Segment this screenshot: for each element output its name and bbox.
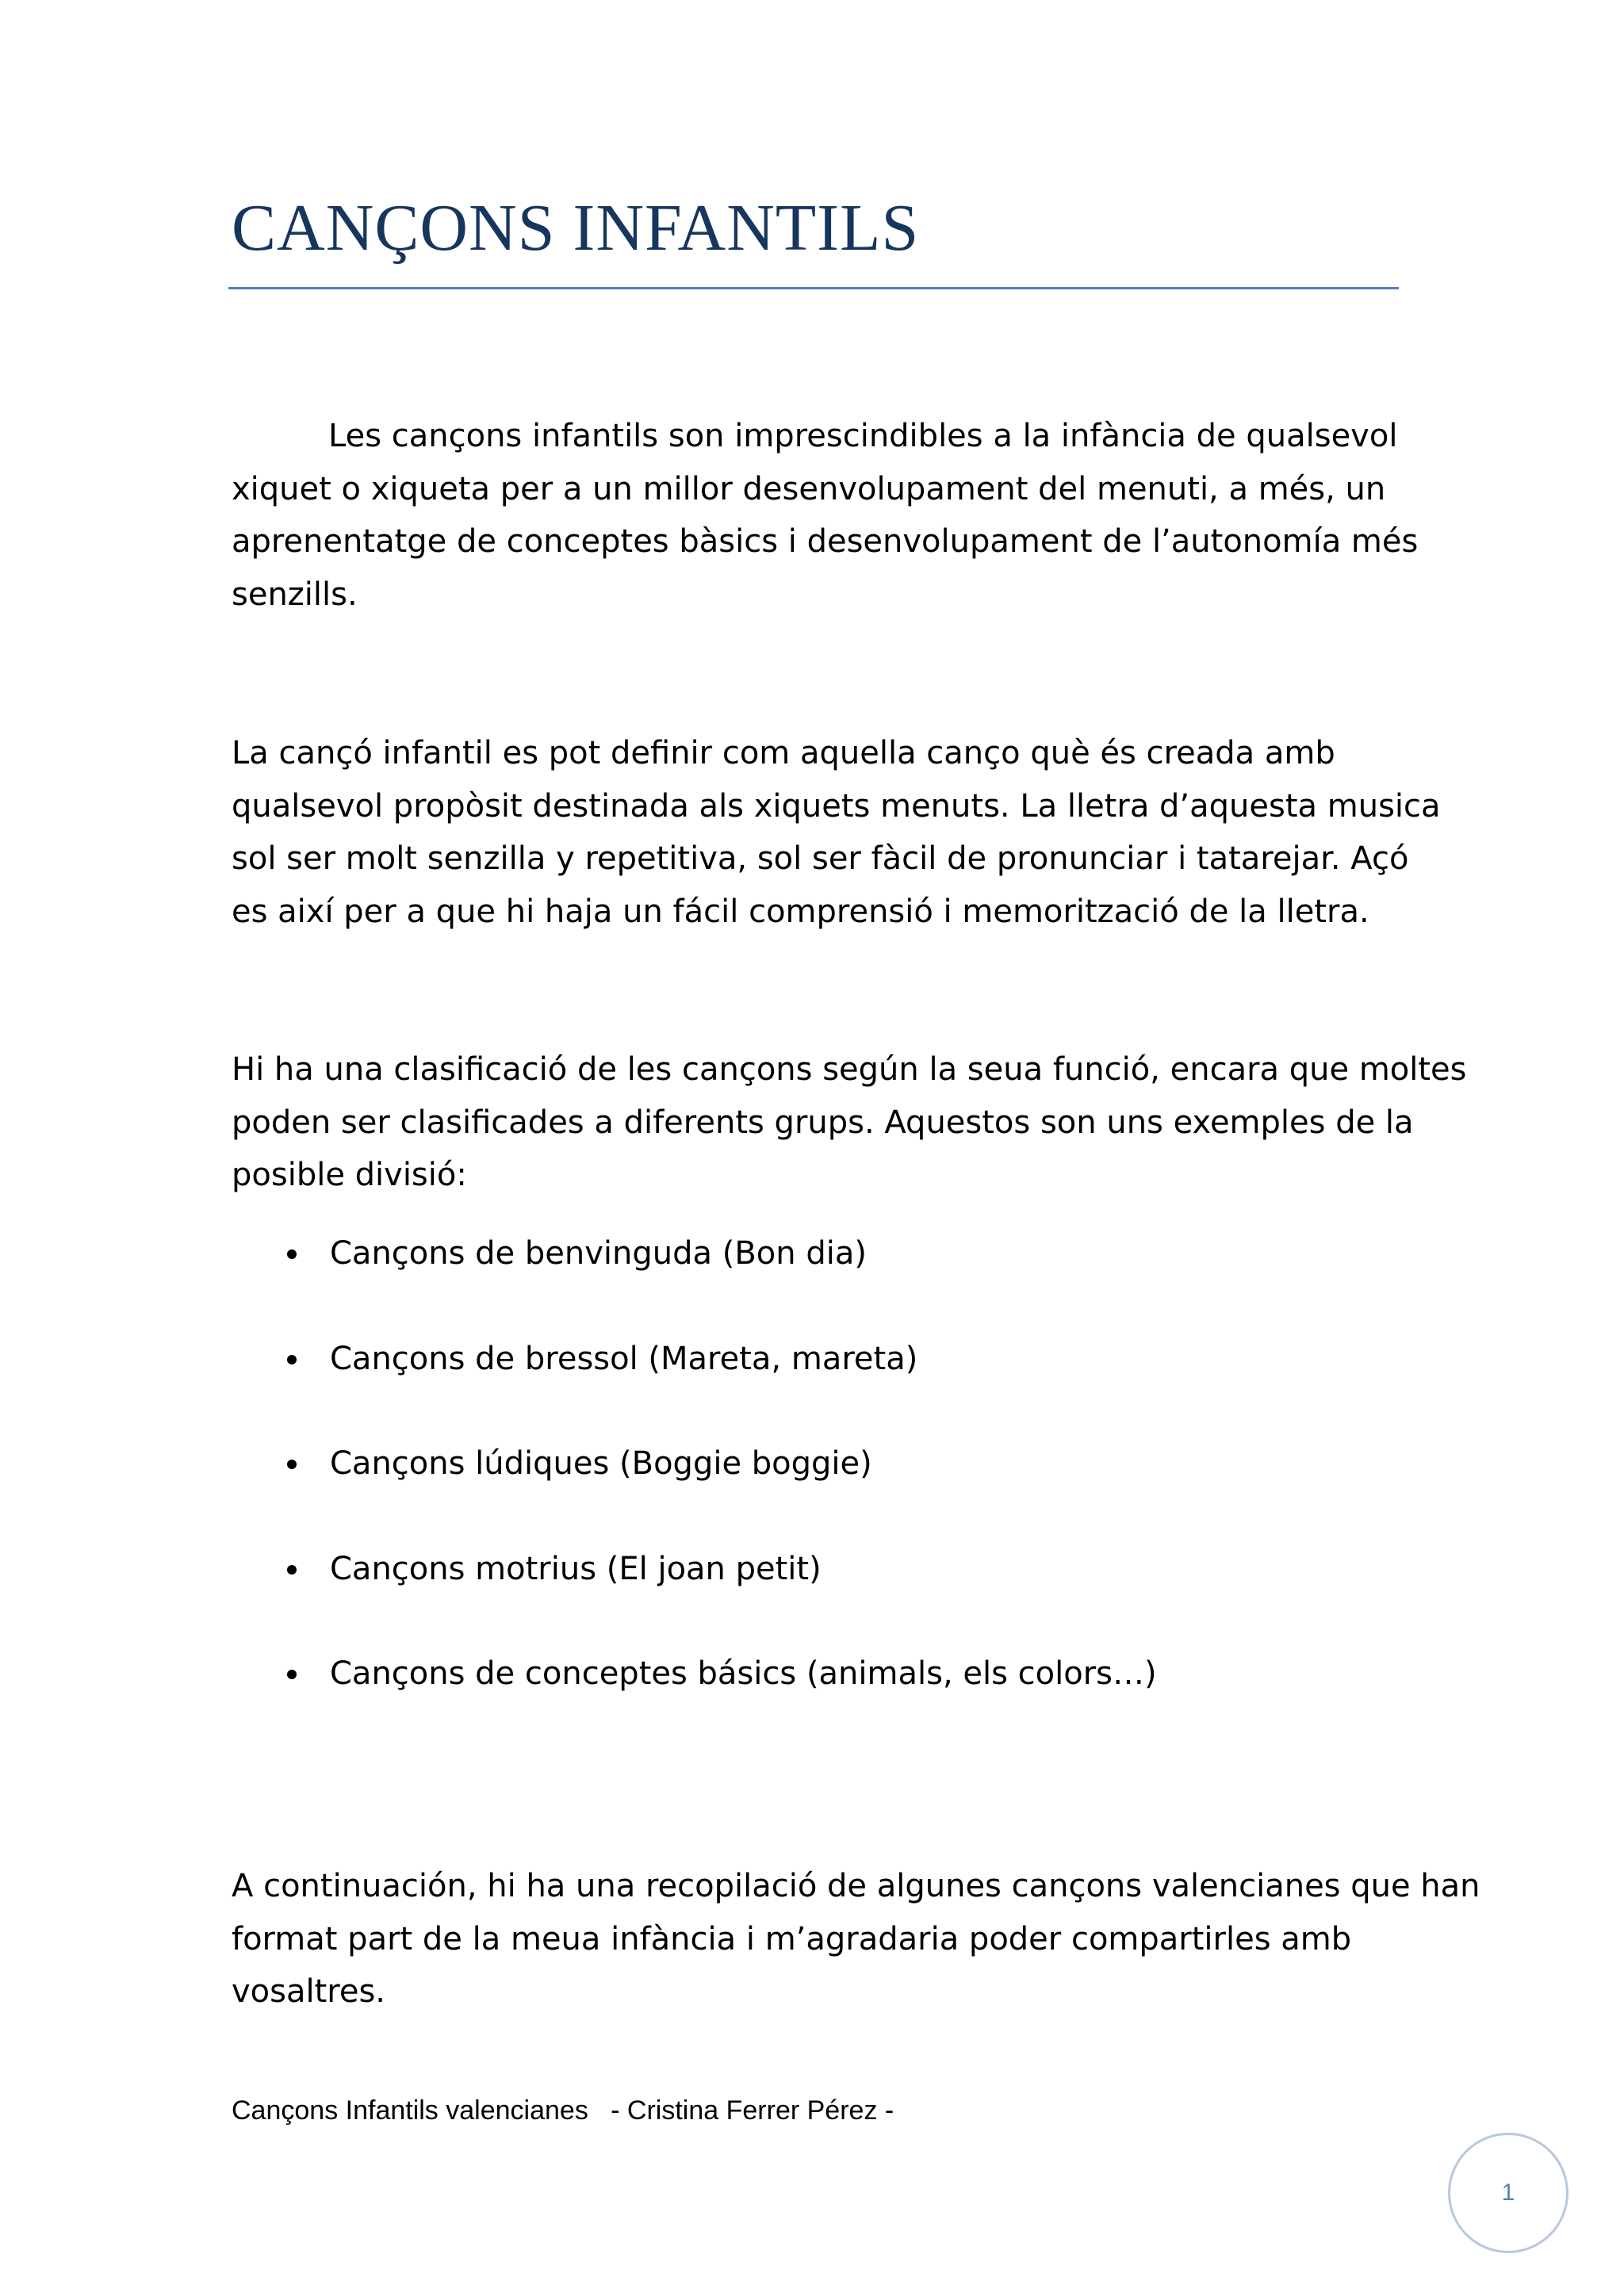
- paragraph-line: format part de la meua infància i m’agradaria poder compartirles amb: [232, 1920, 1352, 1957]
- list-item-text: Cançons de bressol (Mareta, mareta): [330, 1340, 918, 1377]
- paragraph-line: aprenentatge de conceptes bàsics i desenvolupament de l’autonomía més: [232, 523, 1419, 560]
- paragraph-line: posible divisió:: [232, 1157, 467, 1193]
- intro-paragraph: [232, 410, 1419, 621]
- list-item-text: Cançons de conceptes básics (animals, els colors…): [330, 1655, 1157, 1692]
- list-item-text: Cançons lúdiques (Boggie boggie): [330, 1445, 872, 1482]
- definition-paragraph: [232, 727, 1441, 938]
- list-item-text: Cançons motrius (El joan petit): [330, 1550, 822, 1587]
- bullet-icon: [287, 1565, 297, 1575]
- bullet-icon: [287, 1460, 297, 1469]
- bullet-icon: [287, 1670, 297, 1679]
- bullet-icon: [287, 1249, 297, 1259]
- paragraph-line: Les cançons infantils son imprescindibles a la infància de qualsevol: [328, 418, 1398, 454]
- paragraph-line: A continuación, hi ha una recopilació de algunes cançons valencianes que han: [232, 1868, 1480, 1904]
- closing-paragraph: [232, 1860, 1480, 2019]
- paragraph-line: senzills.: [232, 576, 358, 613]
- page-title: CANÇONS INFANTILS: [232, 191, 920, 265]
- list-item-text: Cançons de benvinguda (Bon dia): [330, 1235, 867, 1272]
- paragraph-line: La cançó infantil es pot definir com aquella canço què és creada amb: [232, 735, 1335, 771]
- paragraph-line: vosaltres.: [232, 1973, 386, 2010]
- paragraph-line: poden ser clasificades a diferents grups. Aquestos son uns exemples de la: [232, 1104, 1414, 1141]
- bullet-icon: [287, 1355, 297, 1364]
- paragraph-line: Hi ha una clasificació de les cançons según la seua funció, encara que moltes: [232, 1051, 1467, 1088]
- page-number-badge: [1448, 2133, 1568, 2253]
- classification-paragraph: [232, 1043, 1467, 1202]
- title-divider: [228, 287, 1399, 289]
- paragraph-line: xiquet o xiqueta per a un millor desenvolupament del menuti, a més, un: [232, 470, 1386, 507]
- paragraph-line: qualsevol propòsit destinada als xiquets menuts. La lletra d’aquesta musica: [232, 787, 1441, 825]
- paragraph-line: es així per a que hi haja un fácil comprensió i memorització de la lletra.: [232, 893, 1369, 930]
- page-footer: Cançons Infantils valencianes - Cristina Ferrer Pérez -: [232, 2095, 894, 2126]
- paragraph-line: sol ser molt senzilla y repetitiva, sol ser fàcil de pronunciar i tatarejar. Açó: [232, 840, 1409, 877]
- page-number: 1: [1501, 2179, 1515, 2206]
